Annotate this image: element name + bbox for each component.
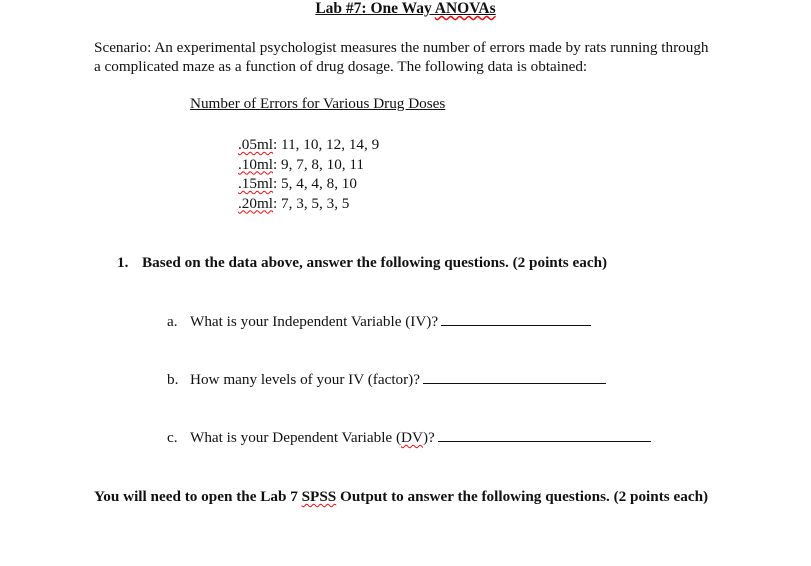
dose-label: .15ml [238,175,274,192]
spss-instructions [94,482,734,511]
subquestion-letter: c. [167,429,178,446]
dose-row [238,135,379,155]
question-1 [117,254,607,272]
dose-row [238,194,379,214]
subquestion-letter: b. [167,371,179,388]
dose-label: .10ml [238,155,274,173]
footer-text-spss: SPSS [301,488,337,505]
data-table-title: Number of Errors for Various Drug Doses [190,95,446,112]
question-1-number: 1. [117,254,129,271]
scenario-paragraph: Scenario: An experimental psychologist measures the number of errors made by rats running through a complicated maze as a function of drug dosage. The following data is obtained: [94,39,709,75]
answer-blank-levels[interactable] [423,369,606,384]
subquestion-letter: a. [167,313,178,330]
footer-text-after: Output to answer the following questions. (2 points each) [336,488,709,505]
footer-text-before: You will need to open the Lab 7 [94,488,302,505]
dose-values: : 11, 10, 12, 14, 9 [273,136,380,153]
title-prefix: Lab #7: One Way [315,0,435,17]
dose-values: : 7, 3, 5, 3, 5 [273,194,350,212]
title-suffix: ANOVAs [434,0,496,17]
question-1-text: Based on the data above, answer the following questions. (2 points each) [142,254,608,271]
answer-blank-dv[interactable] [438,427,651,442]
dose-label: .20ml [238,194,274,212]
dose-row [238,155,379,175]
document-title [0,0,811,18]
dose-label: .05ml [238,136,274,153]
dose-row [238,174,379,194]
subquestion-text-dv: DV [401,429,423,446]
subquestion-b [167,369,606,389]
subquestion-c [167,427,651,447]
dose-values: : 5, 4, 4, 8, 10 [273,175,357,192]
dose-values: : 9, 7, 8, 10, 11 [273,155,365,173]
answer-blank-iv[interactable] [441,311,591,326]
dose-list [238,135,379,213]
subquestion-text-after: )? [422,429,435,446]
subquestion-text: What is your Independent Variable (IV)? [190,313,439,330]
subquestion-text: How many levels of your IV (factor)? [190,371,420,388]
subquestion-a [167,311,591,331]
subquestion-text-before: What is your Dependent Variable ( [190,429,402,446]
